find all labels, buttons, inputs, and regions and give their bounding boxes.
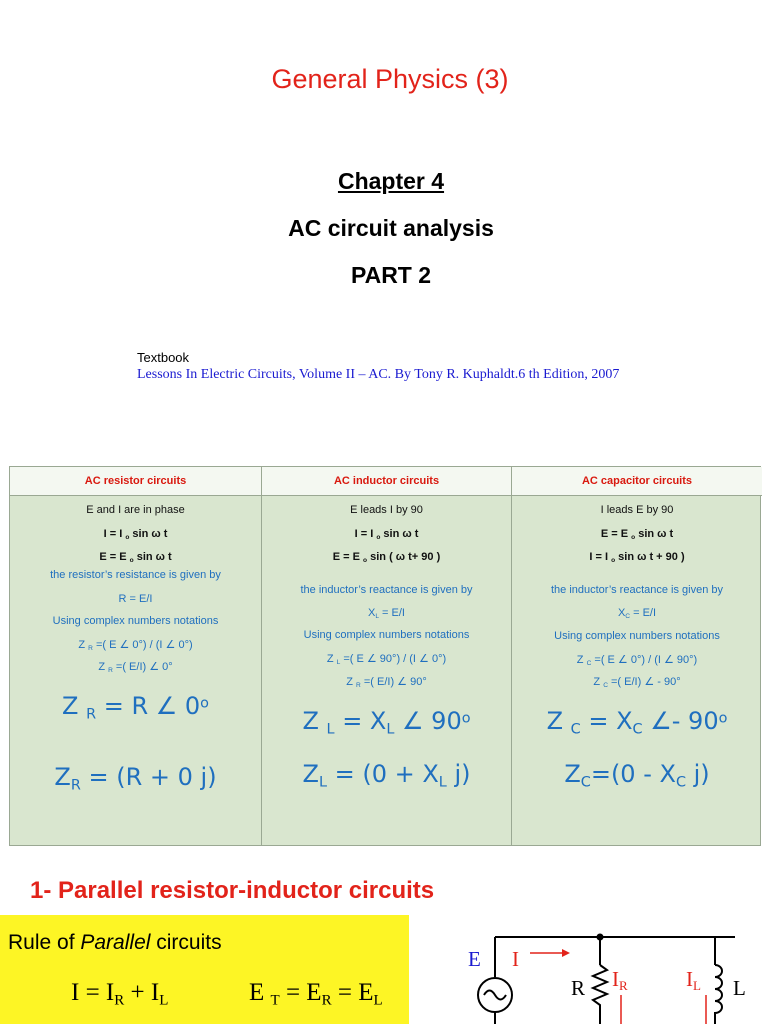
impedance-ratio: Z $_L$ =( E ∠ 90°) / (I ∠ 0°) — [326, 653, 447, 666]
course-title: General Physics (3) — [271, 64, 509, 94]
impedance-rectangular: $Z_R = (R + 0$ j) — [54, 763, 217, 794]
impedance-simplified: Z $_R$ =( E/I) ∠ 0° — [98, 661, 173, 674]
impedance-ratio: Z $_C$ =( E ∠ 0°) / (I ∠ 90°) — [576, 654, 698, 667]
phase-text: E leads I by 90 — [350, 504, 423, 516]
current-sum-equation: $I = I_R + I_L$ — [71, 979, 169, 1009]
parallel-rule-title: Rule of Parallel circuits — [8, 931, 222, 954]
impedance-ratio: Z $_R$ =( E ∠ 0°) / (I ∠ 0°) — [78, 639, 193, 652]
voltage-formula: E = E $_o$ sin ω t — [600, 528, 674, 541]
impedance-rectangular: $Z_C=(0 - X_C$ j) — [564, 760, 710, 791]
phase-text: E and I are in phase — [86, 504, 185, 516]
junction-dot — [597, 934, 604, 941]
resistor-column — [10, 467, 261, 845]
column-heading: AC capacitor circuits — [512, 467, 762, 496]
chapter-title: Chapter 4 — [337, 168, 445, 194]
inductor-column — [261, 467, 511, 845]
summary-table — [9, 466, 761, 846]
impedance-rectangular: $Z_L = (0 + X_L$ j) — [302, 760, 471, 791]
section-title: AC circuit analysis — [288, 215, 494, 241]
impedance-polar: Z $_L = X_L$ ∠ 90$^o$ — [302, 707, 471, 738]
reactance-formula: $X_C = E/I$ — [617, 607, 657, 620]
inductor-icon — [715, 965, 722, 1024]
capacitor-column — [511, 467, 762, 845]
inductor-label: L — [733, 976, 746, 1000]
reactance-note: the inductor’s reactance is given by — [550, 584, 724, 596]
voltage-formula: E = E $_o$ sin ω t — [99, 551, 172, 564]
current-formula: I = I $_o$ sin ω t — [354, 528, 419, 541]
parallel-rl-circuit-diagram — [440, 925, 760, 1024]
sine-wave-icon — [484, 991, 506, 1000]
current-formula: I = I $_o$ sin ω t + 90 ) — [589, 551, 685, 564]
complex-note: Using complex numbers notations — [52, 615, 219, 627]
impedance-polar: Z $_R$ = R ∠ 0$^o$ — [62, 692, 209, 723]
voltage-equality-equation: E $_T = E_R = E_L$ — [249, 979, 383, 1009]
phase-text: I leads E by 90 — [600, 504, 674, 516]
reactance-formula: $X_L = E/I$ — [367, 607, 405, 620]
part-title: PART 2 — [350, 262, 432, 288]
textbook-reference: Lessons In Electric Circuits, Volume II – AC. By Tony R. Kuphaldt.6 th Edition, 2007 — [137, 367, 620, 382]
reactance-formula: R = E/I — [118, 593, 153, 605]
resistor-label: R — [571, 976, 586, 1000]
complex-note: Using complex numbers notations — [554, 630, 720, 642]
inductor-current-label: IL — [686, 967, 701, 993]
source-label: E — [468, 947, 481, 971]
column-heading: AC inductor circuits — [262, 467, 511, 496]
textbook-label: Textbook — [137, 350, 190, 365]
impedance-simplified: Z $_R$ =( E/I) ∠ 90° — [346, 676, 427, 689]
impedance-polar: Z $_C = X_C$ ∠- 90$^o$ — [546, 707, 728, 738]
current-label: I — [512, 947, 519, 971]
resistor-icon — [593, 965, 607, 1024]
reactance-note: the resistor’s resistance is given by — [50, 569, 221, 581]
reactance-note: the inductor’s reactance is given by — [300, 584, 473, 596]
impedance-simplified: Z $_C$ =( E/I) ∠ - 90° — [593, 676, 681, 689]
column-heading: AC resistor circuits — [10, 467, 261, 496]
complex-note: Using complex numbers notations — [303, 629, 470, 641]
resistor-current-label: IR — [612, 967, 628, 993]
current-formula: I = I $_o$ sin ω t — [103, 528, 168, 541]
voltage-formula: E = E $_o$ sin ( ω t+ 90 ) — [332, 551, 441, 564]
section-heading: 1- Parallel resistor-inductor circuits — [30, 877, 435, 904]
